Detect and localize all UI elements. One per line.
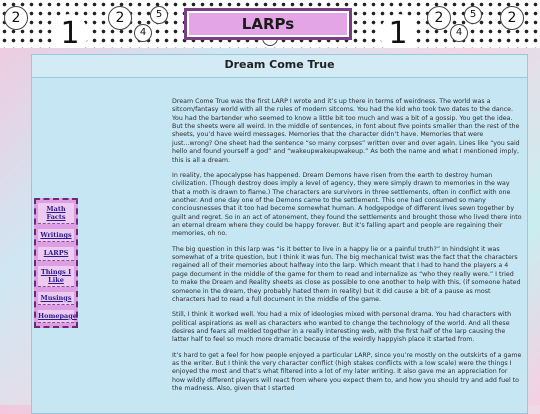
nav-link-writings[interactable]: Writings bbox=[38, 229, 74, 242]
banner-digit: 4 bbox=[450, 24, 468, 42]
nav-link-things-i-like[interactable]: Things I Like bbox=[38, 266, 74, 287]
banner-digit: 2 bbox=[427, 6, 451, 30]
paragraph: In reality, the apocalypse has happened. Dream Demons have risen from the earth to destroy human civilization. (Though destroy does imply a level of agency, they were simply drawn to memories in the way that a moth is drawn to flame.) The characters are survivors in three settlements, often in conflict with one another. And one day one of the Demons came to the settlement. This one had consumed so many conciousnesses that it too had become somewhat human. A hodgepodge of different lives sewn together by guilt and regret. So in an act of atonement, they found the settlements and brought those who lived there into an eternal dream where they could be happy forever. But it’s falling apart and people are regaining their memories, oh no. bbox=[172, 171, 522, 238]
nav-link-larps[interactable]: LARPS bbox=[38, 247, 74, 260]
banner-digit: 5 bbox=[464, 6, 482, 24]
nav-link-musings[interactable]: Musings bbox=[38, 292, 74, 305]
nav-link-homepage[interactable]: Homepage bbox=[38, 310, 74, 323]
sidebar-nav bbox=[34, 198, 78, 328]
paragraph: The big question in this larp was “is it better to live in a happy lie or a painful truth?” In hindsight it was somewhat of a trite question, but I think it was fun. The big mechanical twist was the fact that the characters regained all of their memories about halfway into the larp. Which meant that I had to hand the players a 4 page document in the middle of the game for them to read and internalize as “who they really were.” I tried to make the Dream and Reality sheets as close as possible to one another to help with this, (if someone hated someone in the dream, they probably hated them in reality) but it did cause a bit of a pause as most characters had to read a full document in the middle of the game. bbox=[172, 245, 521, 303]
banner-digit: 1 bbox=[52, 14, 88, 48]
banner-digit: 5 bbox=[150, 6, 168, 24]
article-body bbox=[172, 98, 522, 401]
banner-digit: 2 bbox=[4, 6, 28, 30]
nav-link-math-facts[interactable]: Math Facts bbox=[38, 203, 74, 224]
paragraph: Still, I think it worked well. You had a mix of ideologies mixed with personal drama. You had characters with political aspirations as well as characters who wanted to change the technology of the world. And all these desires and fears all melded together in a really interesting web, with the first half of the larp causing the latter half to feel so much more dramatic because of the weirdly happyish place it started from. bbox=[172, 311, 512, 344]
banner-pattern bbox=[0, 0, 540, 48]
paragraph: It’s hard to get a feel for how people enjoyed a particular LARP, since you’re mostly on the outskirts of a game as the writer. But I think the very character conflict (high stakes conflicts with a low scale) were the things I enjoyed the most and that’s what filtered into a lot of my later writing. It also gave me an appreciation for how wildly different players will react from where you expect them to, and how you should try and add fuel to the madness. Also, given that I started bbox=[172, 351, 522, 393]
banner-digit: 4 bbox=[134, 24, 152, 42]
banner-digit: 2 bbox=[500, 6, 524, 30]
site-title-box bbox=[184, 8, 352, 40]
site-title: LARPs bbox=[241, 15, 295, 33]
page-title: Dream Come True bbox=[32, 55, 527, 78]
paragraph: Dream Come True was the first LARP I wrote and it’s up there in terms of weirdness. The world was a sitcom/fantasy world with all the rules of modern sitcoms. You had the kid who took two dates to the dance. You had the bartender who seemed to know a little bit too much and was a bit of a gossip. You get the idea. But the sheets were all weird. In the middle of sentences, in font about five points smaller than the rest of the sheets, you’d have weird messages. Memories that the character didn’t have. Memories that were just...wrong? One sheet had the sentence “so many corpses” written over and over again. Lines like “you said hello and found yourself a god” and “wakeupwakeupwakeup.” As both the name and what I mentioned imply, this is all a dream. bbox=[172, 98, 520, 164]
banner-digit: 1 bbox=[380, 14, 416, 48]
banner-digit: 2 bbox=[108, 6, 132, 30]
